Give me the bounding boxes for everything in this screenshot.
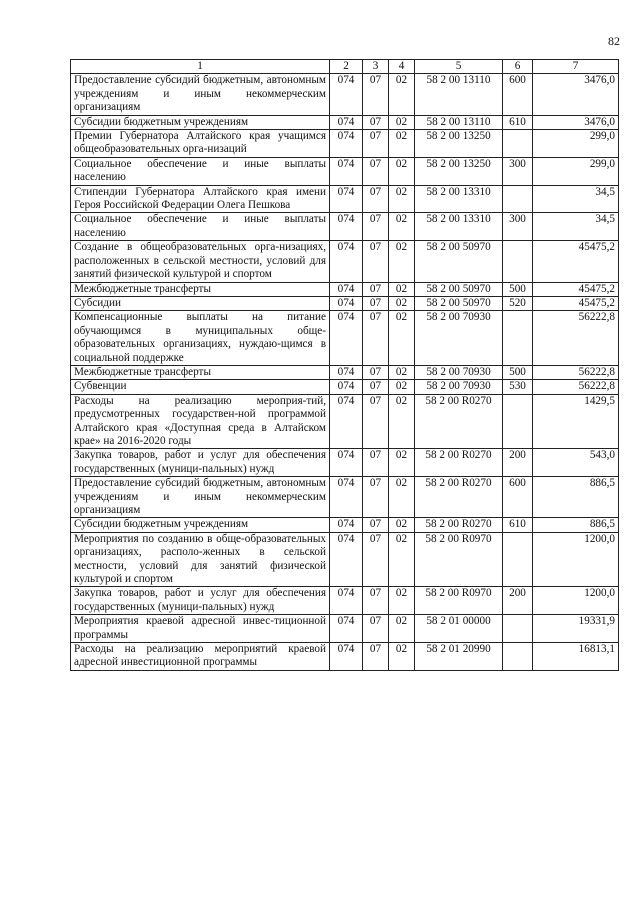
row-target-article: 58 2 00 50970 (415, 282, 503, 296)
row-expense-type: 530 (503, 380, 533, 394)
row-name: Социальное обеспечение и иные выплаты населению (71, 213, 330, 241)
row-expense-type: 610 (503, 115, 533, 129)
header-col-3: 3 (363, 60, 389, 74)
row-ministry-code: 074 (330, 130, 363, 158)
row-subsection-code: 02 (389, 241, 415, 282)
row-ministry-code: 074 (330, 615, 363, 643)
row-expense-type: 600 (503, 477, 533, 518)
row-target-article: 58 2 00 13110 (415, 115, 503, 129)
row-expense-type (503, 394, 533, 449)
row-name: Компенсационные выплаты на питание обучающимся в муниципальных обще-образовательных организациях, нуждаю-щимся в социальной поддержке (71, 311, 330, 366)
page-number: 82 (608, 34, 620, 48)
row-expense-type: 200 (503, 449, 533, 477)
row-name: Межбюджетные трансферты (71, 365, 330, 379)
table-row (71, 365, 619, 379)
row-name: Создание в общеобразовательных орга-низациях, расположенных в сельской местности, условий для занятий физической культурой и спортом (71, 241, 330, 282)
row-expense-type: 500 (503, 282, 533, 296)
row-section-code: 07 (363, 394, 389, 449)
row-expense-type (503, 311, 533, 366)
row-ministry-code: 074 (330, 449, 363, 477)
row-ministry-code: 074 (330, 296, 363, 310)
row-subsection-code: 02 (389, 587, 415, 615)
row-subsection-code: 02 (389, 185, 415, 213)
row-section-code: 07 (363, 213, 389, 241)
table-row (71, 130, 619, 158)
header-col-5: 5 (415, 60, 503, 74)
row-amount: 543,0 (533, 449, 619, 477)
row-target-article: 58 2 01 00000 (415, 615, 503, 643)
row-expense-type: 500 (503, 365, 533, 379)
row-name: Премии Губернатора Алтайского края учащимся общеобразовательных орга-низаций (71, 130, 330, 158)
row-name: Мероприятия краевой адресной инвес-тиционной программы (71, 615, 330, 643)
row-target-article: 58 2 01 20990 (415, 643, 503, 671)
row-name: Межбюджетные трансферты (71, 282, 330, 296)
row-ministry-code: 074 (330, 282, 363, 296)
row-amount: 45475,2 (533, 296, 619, 310)
row-section-code: 07 (363, 449, 389, 477)
row-expense-type: 300 (503, 157, 533, 185)
row-amount: 56222,8 (533, 311, 619, 366)
row-section-code: 07 (363, 130, 389, 158)
row-amount: 45475,2 (533, 241, 619, 282)
row-section-code: 07 (363, 157, 389, 185)
table-row (71, 157, 619, 185)
header-col-6: 6 (503, 60, 533, 74)
header-col-4: 4 (389, 60, 415, 74)
table-row (71, 380, 619, 394)
row-subsection-code: 02 (389, 518, 415, 532)
row-subsection-code: 02 (389, 477, 415, 518)
row-section-code: 07 (363, 587, 389, 615)
row-section-code: 07 (363, 74, 389, 115)
row-section-code: 07 (363, 477, 389, 518)
row-name: Предоставление субсидий бюджетным, автономным учреждениям и иным некоммерческим организациям (71, 477, 330, 518)
row-section-code: 07 (363, 115, 389, 129)
row-amount: 299,0 (533, 130, 619, 158)
row-name: Субсидии бюджетным учреждениям (71, 115, 330, 129)
row-target-article: 58 2 00 R0270 (415, 394, 503, 449)
row-amount: 45475,2 (533, 282, 619, 296)
row-name: Предоставление субсидий бюджетным, автономным учреждениям и иным некоммерческим организациям (71, 74, 330, 115)
row-expense-type: 610 (503, 518, 533, 532)
row-subsection-code: 02 (389, 365, 415, 379)
row-expense-type: 520 (503, 296, 533, 310)
row-section-code: 07 (363, 380, 389, 394)
row-expense-type: 200 (503, 587, 533, 615)
row-ministry-code: 074 (330, 311, 363, 366)
row-target-article: 58 2 00 R0970 (415, 587, 503, 615)
row-ministry-code: 074 (330, 477, 363, 518)
row-amount: 19331,9 (533, 615, 619, 643)
table-row (71, 477, 619, 518)
row-subsection-code: 02 (389, 213, 415, 241)
row-subsection-code: 02 (389, 157, 415, 185)
header-col-1: 1 (71, 60, 330, 74)
row-name: Расходы на реализацию мероприя-тий, предусмотренных государствен-ной программой Алтайского края «Доступная среда в Алтайском крае» на 2016-2020 годы (71, 394, 330, 449)
row-amount: 34,5 (533, 185, 619, 213)
row-expense-type (503, 130, 533, 158)
row-ministry-code: 074 (330, 115, 363, 129)
row-target-article: 58 2 00 70930 (415, 380, 503, 394)
table-body (71, 74, 619, 670)
row-name: Субсидии бюджетным учреждениям (71, 518, 330, 532)
row-amount: 1200,0 (533, 587, 619, 615)
row-section-code: 07 (363, 518, 389, 532)
table-row (71, 449, 619, 477)
row-target-article: 58 2 00 R0270 (415, 518, 503, 532)
row-target-article: 58 2 00 50970 (415, 296, 503, 310)
row-target-article: 58 2 00 R0270 (415, 449, 503, 477)
row-amount: 1200,0 (533, 532, 619, 587)
row-name: Мероприятия по созданию в обще-образовательных организациях, располо-женных в сельской местности, условий для занятий физической культурой и спортом (71, 532, 330, 587)
row-subsection-code: 02 (389, 643, 415, 671)
row-section-code: 07 (363, 615, 389, 643)
header-col-7: 7 (533, 60, 619, 74)
row-name: Субвенции (71, 380, 330, 394)
row-amount: 3476,0 (533, 115, 619, 129)
row-section-code: 07 (363, 365, 389, 379)
row-subsection-code: 02 (389, 74, 415, 115)
row-subsection-code: 02 (389, 394, 415, 449)
row-expense-type (503, 615, 533, 643)
row-target-article: 58 2 00 70930 (415, 365, 503, 379)
row-subsection-code: 02 (389, 282, 415, 296)
header-row (71, 60, 619, 74)
row-subsection-code: 02 (389, 449, 415, 477)
table-row (71, 74, 619, 115)
row-section-code: 07 (363, 311, 389, 366)
row-amount: 886,5 (533, 518, 619, 532)
row-subsection-code: 02 (389, 130, 415, 158)
table-row (71, 615, 619, 643)
row-section-code: 07 (363, 532, 389, 587)
budget-table (70, 59, 619, 671)
row-subsection-code: 02 (389, 311, 415, 366)
row-target-article: 58 2 00 13310 (415, 185, 503, 213)
row-ministry-code: 074 (330, 532, 363, 587)
table-row (71, 115, 619, 129)
row-name: Субсидии (71, 296, 330, 310)
row-ministry-code: 074 (330, 643, 363, 671)
row-section-code: 07 (363, 643, 389, 671)
row-ministry-code: 074 (330, 241, 363, 282)
row-ministry-code: 074 (330, 394, 363, 449)
row-ministry-code: 074 (330, 518, 363, 532)
row-target-article: 58 2 00 13250 (415, 157, 503, 185)
row-name: Социальное обеспечение и иные выплаты населению (71, 157, 330, 185)
row-ministry-code: 074 (330, 213, 363, 241)
row-amount: 16813,1 (533, 643, 619, 671)
row-amount: 886,5 (533, 477, 619, 518)
table-row (71, 282, 619, 296)
row-ministry-code: 074 (330, 74, 363, 115)
table-row (71, 213, 619, 241)
row-ministry-code: 074 (330, 587, 363, 615)
row-target-article: 58 2 00 13250 (415, 130, 503, 158)
row-ministry-code: 074 (330, 365, 363, 379)
row-section-code: 07 (363, 282, 389, 296)
row-amount: 3476,0 (533, 74, 619, 115)
row-target-article: 58 2 00 13110 (415, 74, 503, 115)
row-subsection-code: 02 (389, 532, 415, 587)
row-expense-type: 300 (503, 213, 533, 241)
table-row (71, 296, 619, 310)
row-section-code: 07 (363, 241, 389, 282)
row-amount: 1429,5 (533, 394, 619, 449)
table-row (71, 518, 619, 532)
table-row (71, 311, 619, 366)
table-row (71, 643, 619, 671)
row-ministry-code: 074 (330, 380, 363, 394)
row-subsection-code: 02 (389, 615, 415, 643)
row-target-article: 58 2 00 R0970 (415, 532, 503, 587)
row-ministry-code: 074 (330, 185, 363, 213)
row-subsection-code: 02 (389, 296, 415, 310)
table-row (71, 587, 619, 615)
row-ministry-code: 074 (330, 157, 363, 185)
row-target-article: 58 2 00 R0270 (415, 477, 503, 518)
header-col-2: 2 (330, 60, 363, 74)
row-name: Закупка товаров, работ и услуг для обеспечения государственных (муници-пальных) нужд (71, 587, 330, 615)
row-subsection-code: 02 (389, 380, 415, 394)
row-amount: 34,5 (533, 213, 619, 241)
table-row (71, 241, 619, 282)
row-expense-type (503, 185, 533, 213)
row-amount: 299,0 (533, 157, 619, 185)
row-subsection-code: 02 (389, 115, 415, 129)
row-section-code: 07 (363, 185, 389, 213)
table-row (71, 532, 619, 587)
row-expense-type (503, 532, 533, 587)
row-target-article: 58 2 00 70930 (415, 311, 503, 366)
row-expense-type (503, 643, 533, 671)
row-name: Расходы на реализацию мероприятий краевой адресной инвестиционной программы (71, 643, 330, 671)
row-amount: 56222,8 (533, 380, 619, 394)
row-expense-type: 600 (503, 74, 533, 115)
table-row (71, 185, 619, 213)
table-row (71, 394, 619, 449)
row-section-code: 07 (363, 296, 389, 310)
row-name: Стипендии Губернатора Алтайского края имени Героя Российской Федерации Олега Пешкова (71, 185, 330, 213)
row-expense-type (503, 241, 533, 282)
row-name: Закупка товаров, работ и услуг для обеспечения государственных (муници-пальных) нужд (71, 449, 330, 477)
row-target-article: 58 2 00 13310 (415, 213, 503, 241)
row-target-article: 58 2 00 50970 (415, 241, 503, 282)
row-amount: 56222,8 (533, 365, 619, 379)
